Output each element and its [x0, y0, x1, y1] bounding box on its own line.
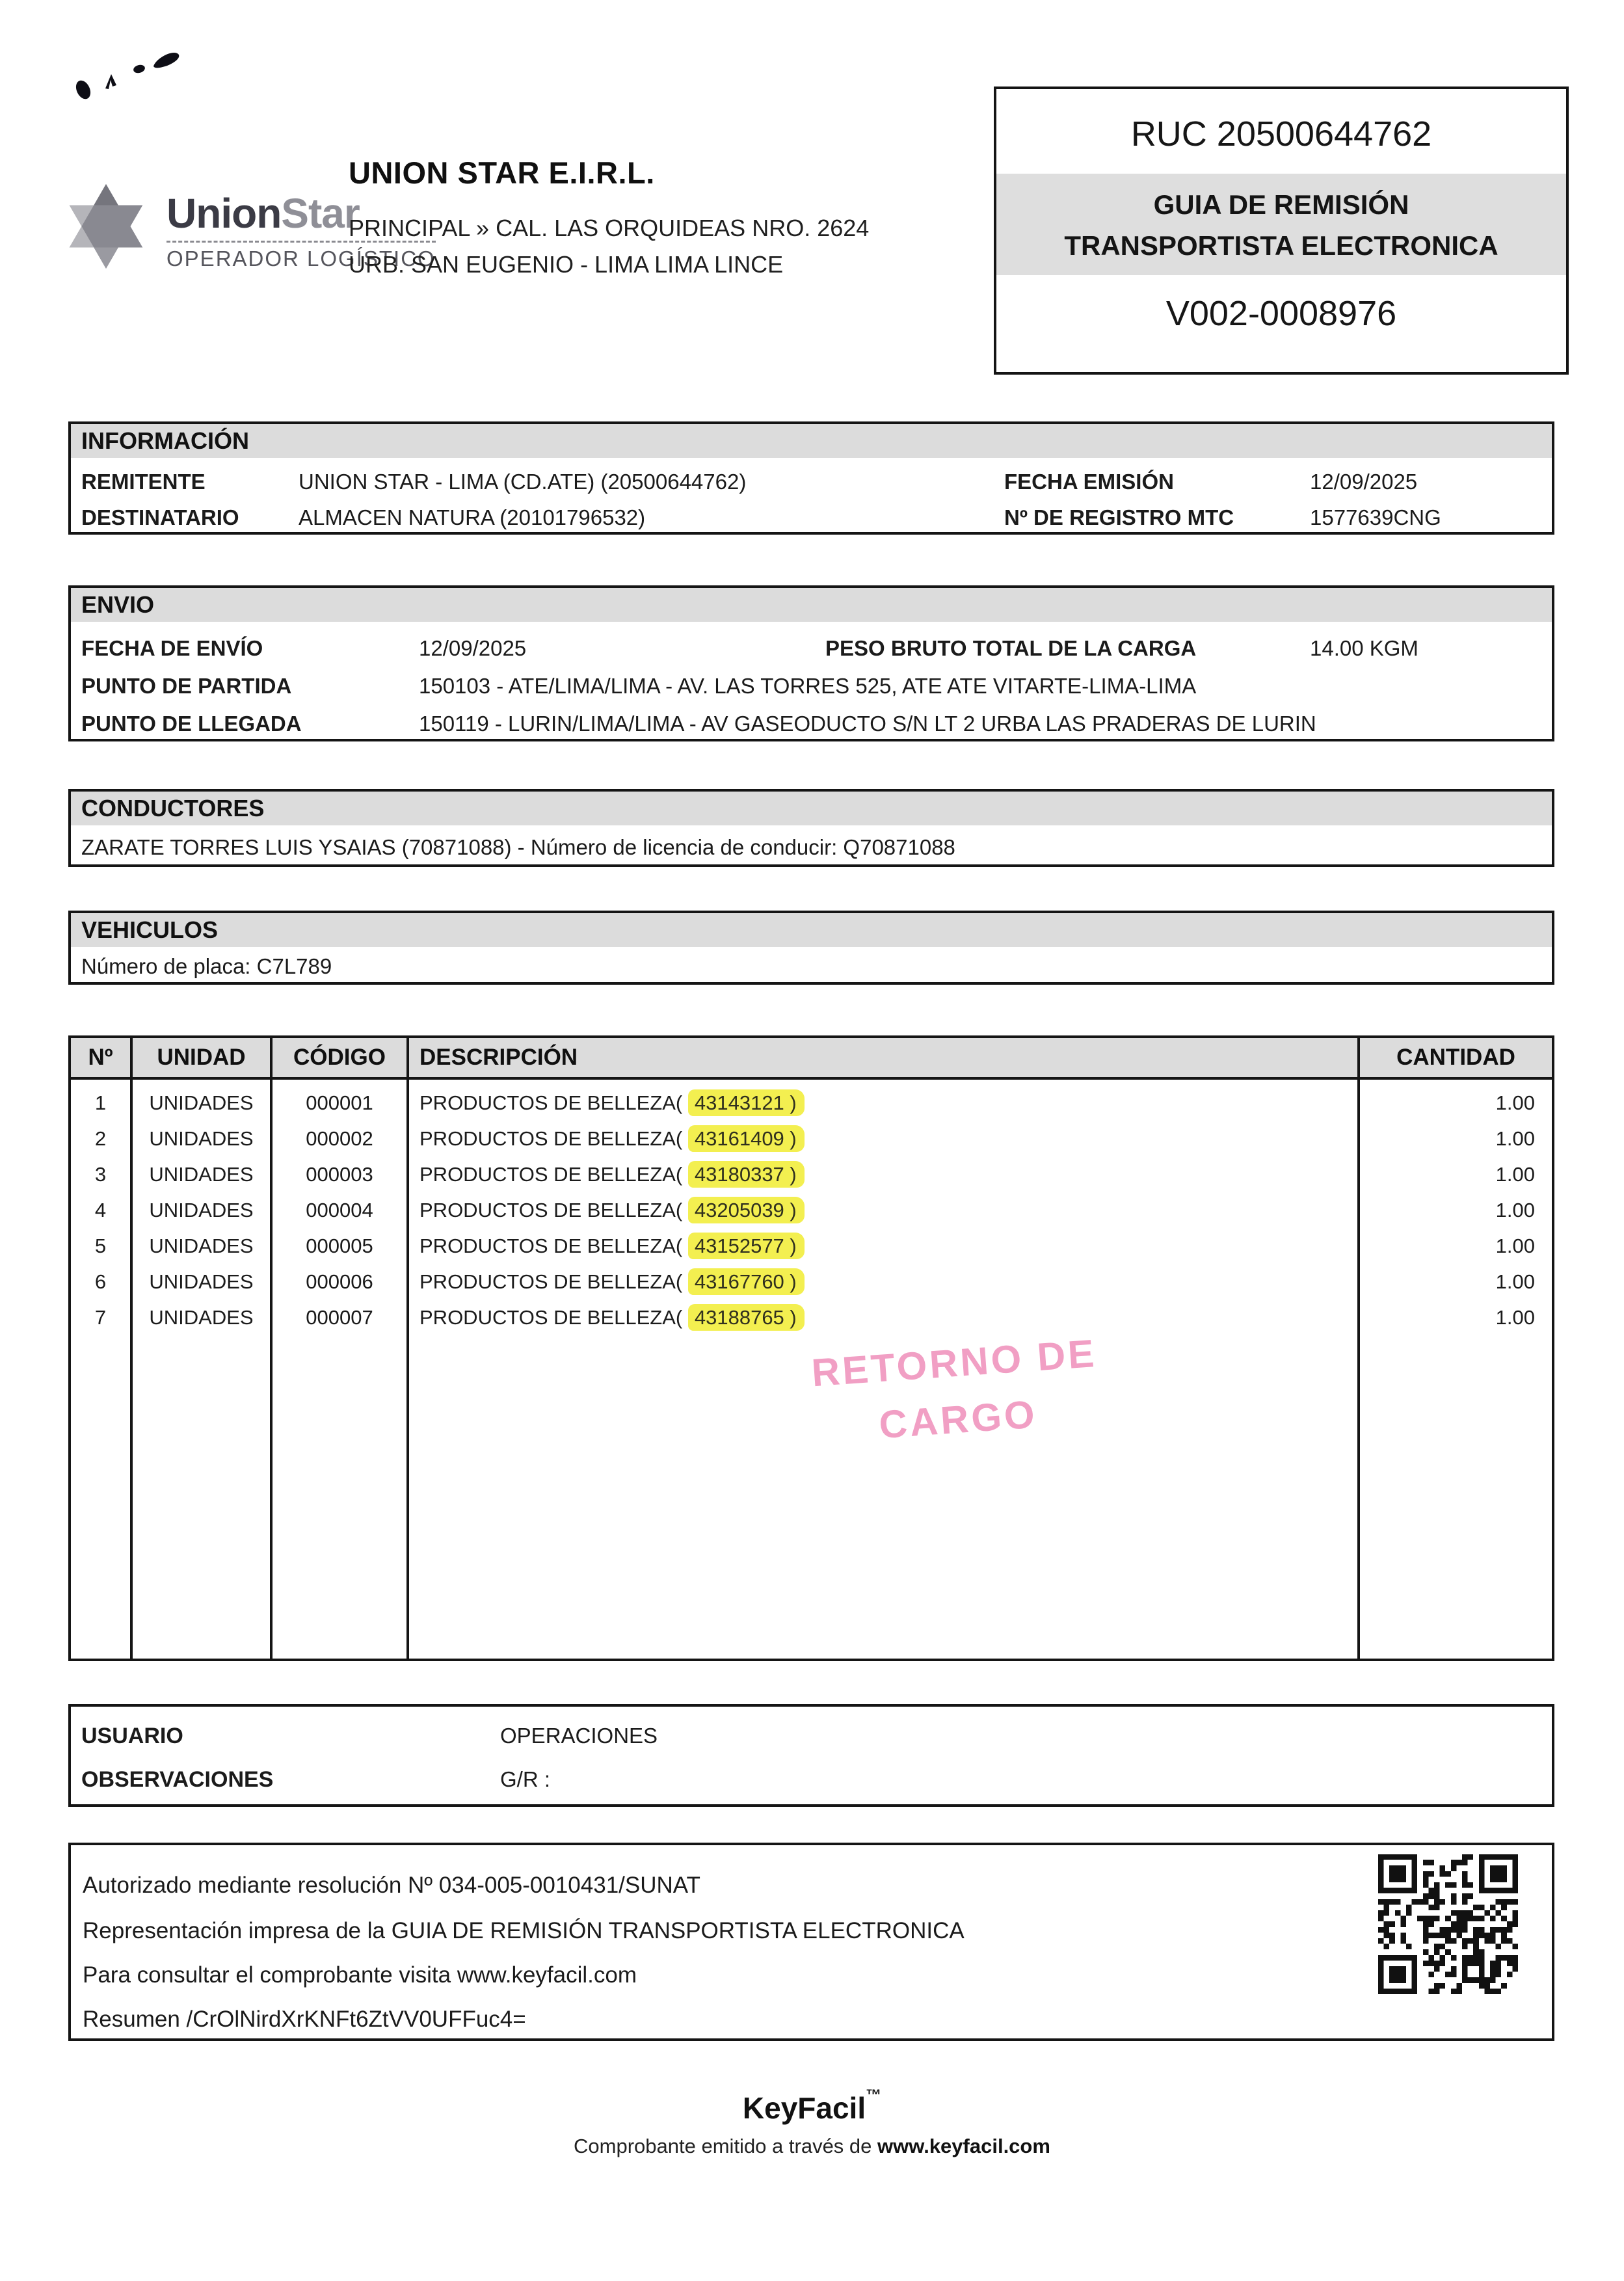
row-unidad: UNIDADES [149, 1270, 254, 1293]
row-unidad: UNIDADES [149, 1091, 254, 1114]
fecha-emision-label: FECHA EMISIÓN [1004, 470, 1174, 494]
row-descripcion [409, 1085, 1357, 1121]
desc-prefix: PRODUCTOS DE BELLEZA( [419, 1127, 683, 1150]
row-num: 2 [94, 1127, 107, 1150]
fecha-emision-value: 12/09/2025 [1310, 470, 1418, 494]
punto-partida-label: PUNTO DE PARTIDA [81, 674, 292, 698]
consult-line: Para consultar el comprobante visita www.keyfacil.com [83, 1962, 637, 1988]
logo-word-union: Union [166, 190, 282, 237]
header-cantidad: CANTIDAD [1360, 1038, 1552, 1080]
tagline-url: www.keyfacil.com [877, 2135, 1050, 2157]
company-name: UNION STAR E.I.R.L. [349, 155, 655, 190]
document-type-band [996, 174, 1566, 275]
fecha-envio-value: 12/09/2025 [419, 636, 527, 660]
row-cantidad: 1.00 [1495, 1127, 1535, 1150]
highlighted-code: 43180337 ) [688, 1161, 805, 1188]
qr-code [1378, 1854, 1518, 1994]
header-codigo: CÓDIGO [273, 1038, 406, 1080]
authorization-line: Autorizado mediante resolución Nº 034-005-0010431/SUNAT [83, 1873, 700, 1898]
vehiculos-section [68, 911, 1554, 985]
row-codigo: 000006 [306, 1270, 373, 1293]
desc-prefix: PRODUCTOS DE BELLEZA( [419, 1234, 683, 1257]
placa-detail: Número de placa: C7L789 [81, 954, 332, 978]
fecha-envio-label: FECHA DE ENVÍO [81, 636, 263, 660]
usuario-value: OPERACIONES [500, 1724, 658, 1748]
row-codigo: 000007 [306, 1306, 373, 1329]
row-num: 6 [94, 1270, 107, 1293]
desc-prefix: PRODUCTOS DE BELLEZA( [419, 1091, 683, 1114]
conductor-detail: ZARATE TORRES LUIS YSAIAS (70871088) - Número de licencia de conducir: Q70871088 [81, 835, 955, 859]
document-number: V002-0008976 [1165, 294, 1397, 333]
document-type-line1: GUIA DE REMISIÓN [1153, 189, 1409, 220]
row-cantidad: 1.00 [1495, 1199, 1535, 1221]
row-unidad: UNIDADES [149, 1163, 254, 1186]
header-num: Nº [71, 1038, 130, 1080]
stamp-line2: CARGO [877, 1392, 1039, 1447]
unionstar-star-icon [64, 181, 148, 272]
keyfacil-tagline [0, 2135, 1624, 2158]
column-cantidad [1360, 1038, 1552, 1659]
vehiculos-title: VEHICULOS [71, 913, 1552, 947]
peso-bruto-label: PESO BRUTO TOTAL DE LA CARGA [825, 636, 1197, 660]
conductores-title: CONDUCTORES [71, 792, 1552, 825]
ruc-number: RUC 20500644762 [1130, 114, 1432, 153]
keyfacil-wordmark: KeyFacil [742, 2091, 866, 2125]
highlighted-code: 43161409 ) [688, 1125, 805, 1152]
envio-title: ENVIO [71, 588, 1552, 622]
keyfacil-brand [0, 2087, 1624, 2126]
row-descripcion [409, 1300, 1357, 1335]
conductores-section [68, 789, 1554, 867]
row-cantidad: 1.00 [1495, 1306, 1535, 1329]
desc-prefix: PRODUCTOS DE BELLEZA( [419, 1270, 683, 1293]
resumen-line: Resumen /CrOlNirdXrKNFt6ZtVV0UFFuc4= [83, 2007, 526, 2032]
row-descripcion [409, 1156, 1357, 1192]
row-num: 3 [94, 1163, 107, 1186]
trademark-symbol: ™ [866, 2087, 882, 2104]
column-codigo [273, 1038, 409, 1659]
row-codigo: 000004 [306, 1199, 373, 1221]
usuario-section [68, 1704, 1554, 1807]
row-unidad: UNIDADES [149, 1234, 254, 1257]
row-codigo: 000003 [306, 1163, 373, 1186]
registro-mtc-label: Nº DE REGISTRO MTC [1004, 505, 1234, 529]
row-num: 5 [94, 1234, 107, 1257]
row-codigo: 000005 [306, 1234, 373, 1257]
observaciones-label: OBSERVACIONES [81, 1767, 274, 1792]
row-cantidad: 1.00 [1495, 1234, 1535, 1257]
column-num [71, 1038, 133, 1659]
address-line-2: URB. SAN EUGENIO - LIMA LIMA LINCE [349, 250, 784, 278]
row-descripcion [409, 1264, 1357, 1300]
highlighted-code: 43167760 ) [688, 1268, 805, 1295]
desc-prefix: PRODUCTOS DE BELLEZA( [419, 1199, 683, 1221]
ruc-box [994, 87, 1569, 375]
row-num: 7 [94, 1306, 107, 1329]
company-address [349, 210, 999, 283]
pen-scribble [26, 7, 234, 111]
row-descripcion [409, 1192, 1357, 1228]
highlighted-code: 43152577 ) [688, 1233, 805, 1259]
desc-prefix: PRODUCTOS DE BELLEZA( [419, 1306, 683, 1329]
row-unidad: UNIDADES [149, 1127, 254, 1150]
address-line-1: PRINCIPAL » CAL. LAS ORQUIDEAS NRO. 2624 [349, 215, 870, 241]
row-cantidad: 1.00 [1495, 1091, 1535, 1114]
punto-llegada-value: 150119 - LURIN/LIMA/LIMA - AV GASEODUCTO S/N LT 2 URBA LAS PRADERAS DE LURIN [419, 712, 1316, 736]
header-unidad: UNIDAD [133, 1038, 270, 1080]
row-codigo: 000001 [306, 1091, 373, 1114]
row-descripcion [409, 1228, 1357, 1264]
column-unidad [133, 1038, 273, 1659]
desc-prefix: PRODUCTOS DE BELLEZA( [419, 1163, 683, 1186]
highlighted-code: 43188765 ) [688, 1304, 805, 1331]
logo-tagline: OPERADOR LOGÍSTICO [166, 247, 436, 271]
header-descripcion: DESCRIPCIÓN [409, 1038, 1357, 1080]
row-cantidad: 1.00 [1495, 1270, 1535, 1293]
row-codigo: 000002 [306, 1127, 373, 1150]
company-header [349, 155, 999, 283]
row-descripcion [409, 1121, 1357, 1156]
remitente-value: UNION STAR - LIMA (CD.ATE) (20500644762) [299, 470, 747, 494]
observaciones-value: G/R : [500, 1767, 551, 1791]
informacion-title: INFORMACIÓN [71, 424, 1552, 458]
row-num: 1 [94, 1091, 107, 1114]
destinatario-value: ALMACEN NATURA (20101796532) [299, 505, 646, 529]
informacion-section [68, 421, 1554, 535]
printed-representation-line: Representación impresa de la GUIA DE REMISIÓN TRANSPORTISTA ELECTRONICA [83, 1918, 965, 1943]
registro-mtc-value: 1577639CNG [1310, 505, 1441, 529]
highlighted-code: 43143121 ) [688, 1089, 805, 1116]
peso-bruto-value: 14.00 KGM [1310, 636, 1418, 660]
punto-partida-value: 150103 - ATE/LIMA/LIMA - AV. LAS TORRES 525, ATE ATE VITARTE-LIMA-LIMA [419, 674, 1197, 698]
stamp-line1: RETORNO DE [810, 1331, 1098, 1395]
document-type-line2: TRANSPORTISTA ELECTRONICA [1064, 230, 1498, 261]
punto-llegada-label: PUNTO DE LLEGADA [81, 712, 302, 736]
row-unidad: UNIDADES [149, 1306, 254, 1329]
destinatario-label: DESTINATARIO [81, 505, 239, 529]
usuario-label: USUARIO [81, 1724, 183, 1748]
row-num: 4 [94, 1199, 107, 1221]
envio-section [68, 585, 1554, 741]
row-cantidad: 1.00 [1495, 1163, 1535, 1186]
tagline-text: Comprobante emitido a través de [574, 2135, 878, 2157]
logo-word-star: Star [281, 190, 360, 237]
remitente-label: REMITENTE [81, 470, 206, 494]
highlighted-code: 43205039 ) [688, 1197, 805, 1223]
authorization-section [68, 1843, 1554, 2041]
row-unidad: UNIDADES [149, 1199, 254, 1221]
